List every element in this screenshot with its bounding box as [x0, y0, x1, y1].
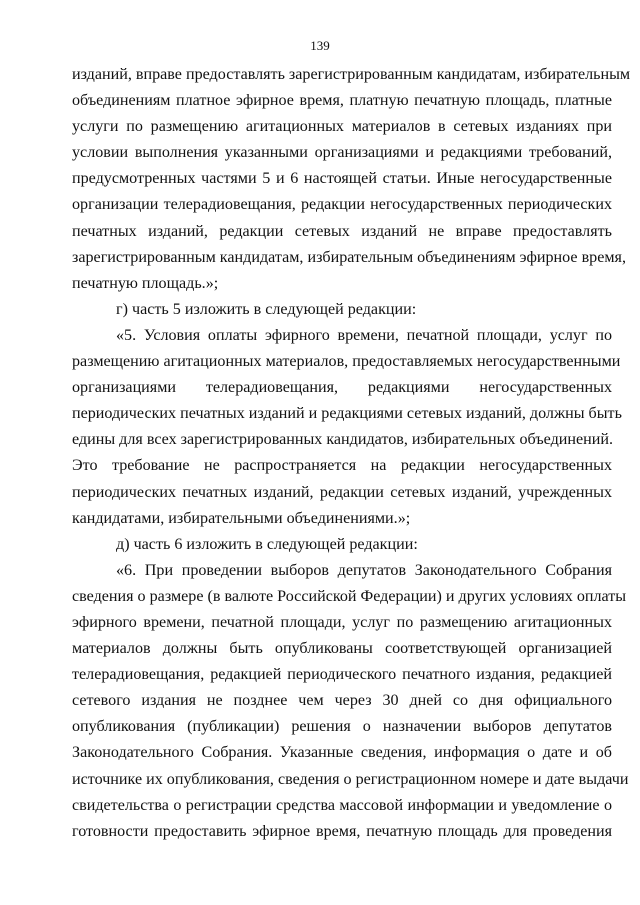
- text-line: Это требование не распространяется на редакции негосударственных: [72, 457, 612, 475]
- text-line: «6. При проведении выборов депутатов Законодательного Собрания: [116, 561, 612, 579]
- text-line: периодических печатных изданий и редакциями сетевых изданий, должны быть: [72, 405, 622, 423]
- paragraph-d-heading: д) часть 6 изложить в следующей редакции:: [116, 535, 418, 553]
- text-line: материалов должны быть опубликованы соответствующей организацией: [72, 640, 612, 658]
- text-line: зарегистрированным кандидатам, избирательным объединениям эфирное время,: [72, 248, 626, 266]
- text-line: готовности предоставить эфирное время, печатную площадь для проведения: [72, 822, 612, 840]
- text-line: кандидатами, избирательными объединениями.»;: [72, 509, 411, 527]
- text-line: организации телерадиовещания, редакции негосударственных периодических: [72, 196, 612, 214]
- text-line: изданий, вправе предоставлять зарегистрированным кандидатам, избирательным: [72, 66, 631, 83]
- text-line: едины для всех зарегистрированных кандидатов, избирательных объединений.: [72, 431, 613, 449]
- text-line: периодических печатных изданий, редакции сетевых изданий, учрежденных: [72, 483, 612, 501]
- text-line: Законодательного Собрания. Указанные сведения, информация о дате и об: [72, 744, 612, 762]
- page-number: 139: [310, 38, 330, 53]
- text-line: сведения о размере (в валюте Российской Федерации) и других условиях оплаты: [72, 587, 627, 605]
- body-text: [72, 62, 631, 845]
- text-line: «5. Условия оплаты эфирного времени, печатной площади, услуг по: [116, 326, 612, 344]
- text-line: сетевого издания не позднее чем через 30 дней со дня официального: [72, 692, 612, 710]
- text-line: услуги по размещению агитационных материалов в сетевых изданиях при: [72, 118, 612, 136]
- text-line: опубликования (публикации) решения о назначении выборов депутатов: [72, 718, 612, 736]
- text-line: печатных изданий, редакции сетевых изданий не вправе предоставлять: [72, 222, 612, 240]
- text-line: объединениям платное эфирное время, платную печатную площадь, платные: [72, 92, 612, 110]
- text-line: печатную площадь.»;: [72, 274, 219, 292]
- text-line: организациями телерадиовещания, редакциями негосударственных: [72, 379, 612, 397]
- text-line: свидетельства о регистрации средства массовой информации и уведомление о: [72, 796, 612, 814]
- text-line: условии выполнения указанными организациями и редакциями требований,: [72, 144, 612, 162]
- text-line: эфирного времени, печатной площади, услуг по размещению агитационных: [72, 613, 612, 631]
- text-line: предусмотренных частями 5 и 6 настоящей статьи. Иные негосударственные: [72, 170, 612, 188]
- paragraph-g-heading: г) часть 5 изложить в следующей редакции:: [116, 300, 417, 318]
- text-line: телерадиовещания, редакцией периодического печатного издания, редакцией: [72, 666, 612, 684]
- text-line: источнике их опубликования, сведения о регистрационном номере и дате выдачи: [72, 770, 629, 788]
- text-line: размещению агитационных материалов, предоставляемых негосударственными: [72, 353, 621, 371]
